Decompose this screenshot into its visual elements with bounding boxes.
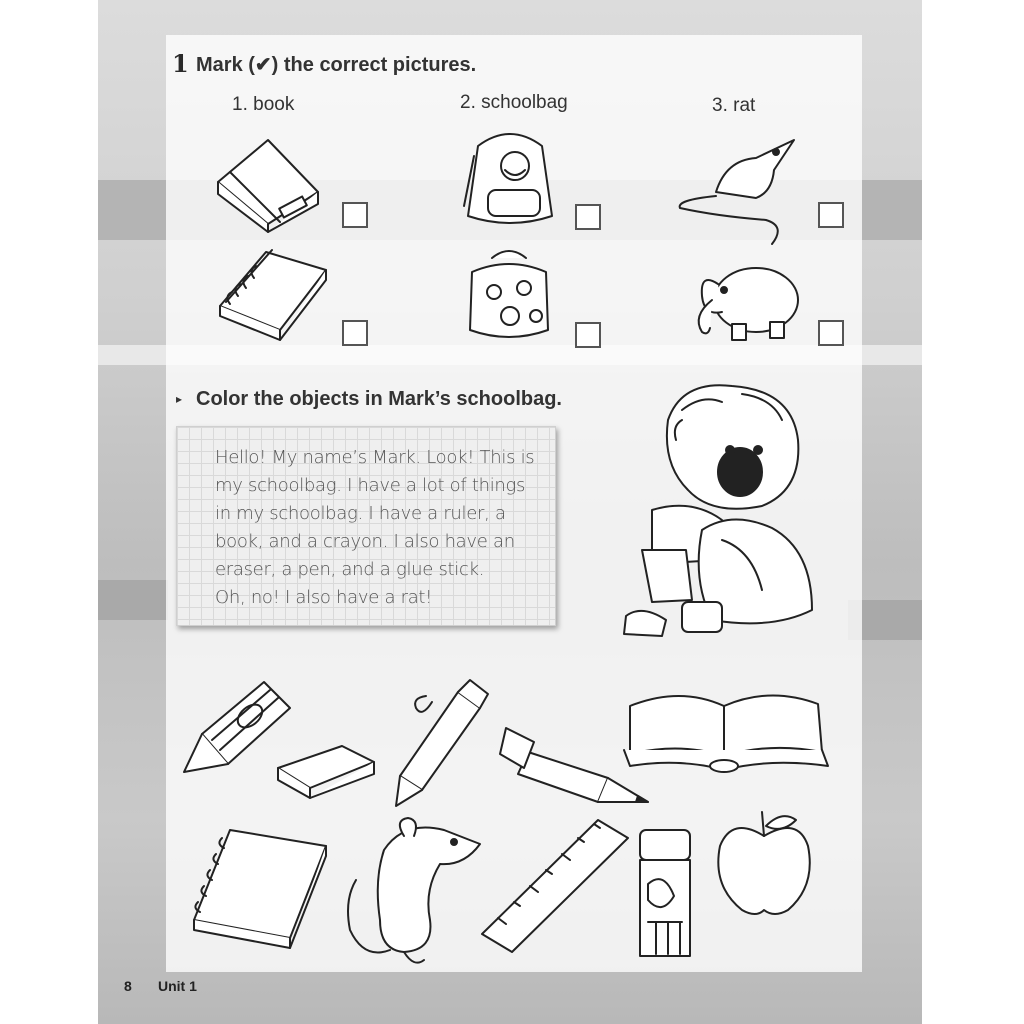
book-icon bbox=[210, 132, 330, 232]
rat-icon bbox=[676, 130, 806, 248]
flowered-bag-icon bbox=[464, 244, 554, 344]
note-line: book, and a crayon. I also have an bbox=[215, 531, 515, 552]
mark-note-card bbox=[176, 426, 556, 626]
open-book-icon bbox=[620, 686, 832, 774]
note-line: Hello! My name’s Mark. Look! This is bbox=[215, 447, 535, 468]
exercise-number: 1 bbox=[172, 49, 189, 78]
page-number: 8 bbox=[124, 978, 132, 994]
glue-stick-icon bbox=[634, 826, 696, 962]
eraser-icon bbox=[272, 740, 382, 800]
boy-with-schoolbag-illustration bbox=[622, 380, 832, 646]
item-label-book: 1. book bbox=[232, 94, 295, 115]
checkbox-book-2[interactable] bbox=[342, 320, 368, 346]
spiral-notebook-icon bbox=[206, 246, 332, 342]
exercise-instruction: Mark (✔) the correct pictures. bbox=[196, 54, 477, 76]
rat-icon bbox=[344, 800, 484, 974]
backpack-icon bbox=[460, 126, 560, 232]
checkbox-rat-2[interactable] bbox=[818, 320, 844, 346]
checkbox-book-1[interactable] bbox=[342, 202, 368, 228]
item-label-rat: 3. rat bbox=[712, 95, 756, 116]
pen-icon bbox=[382, 678, 494, 818]
unit-label: Unit 1 bbox=[158, 978, 197, 994]
note-line: eraser, a pen, and a glue stick. bbox=[215, 559, 485, 580]
item-label-schoolbag: 2. schoolbag bbox=[460, 92, 568, 113]
bullet-marker: ▸ bbox=[176, 392, 183, 406]
exercise2-instruction: Color the objects in Mark’s schoolbag. bbox=[196, 388, 562, 410]
note-line: in my schoolbag. I have a ruler, a bbox=[215, 503, 506, 524]
checkbox-schoolbag-1[interactable] bbox=[575, 204, 601, 230]
elephant-icon bbox=[682, 256, 808, 344]
notebook-icon bbox=[180, 826, 330, 950]
note-line: Oh, no! I also have a rat! bbox=[215, 587, 433, 608]
checkbox-rat-1[interactable] bbox=[818, 202, 844, 228]
checkbox-schoolbag-2[interactable] bbox=[575, 322, 601, 348]
ruler-icon bbox=[478, 816, 632, 956]
apple-icon bbox=[712, 806, 816, 920]
note-line: my schoolbag. I have a lot of things bbox=[215, 475, 526, 496]
